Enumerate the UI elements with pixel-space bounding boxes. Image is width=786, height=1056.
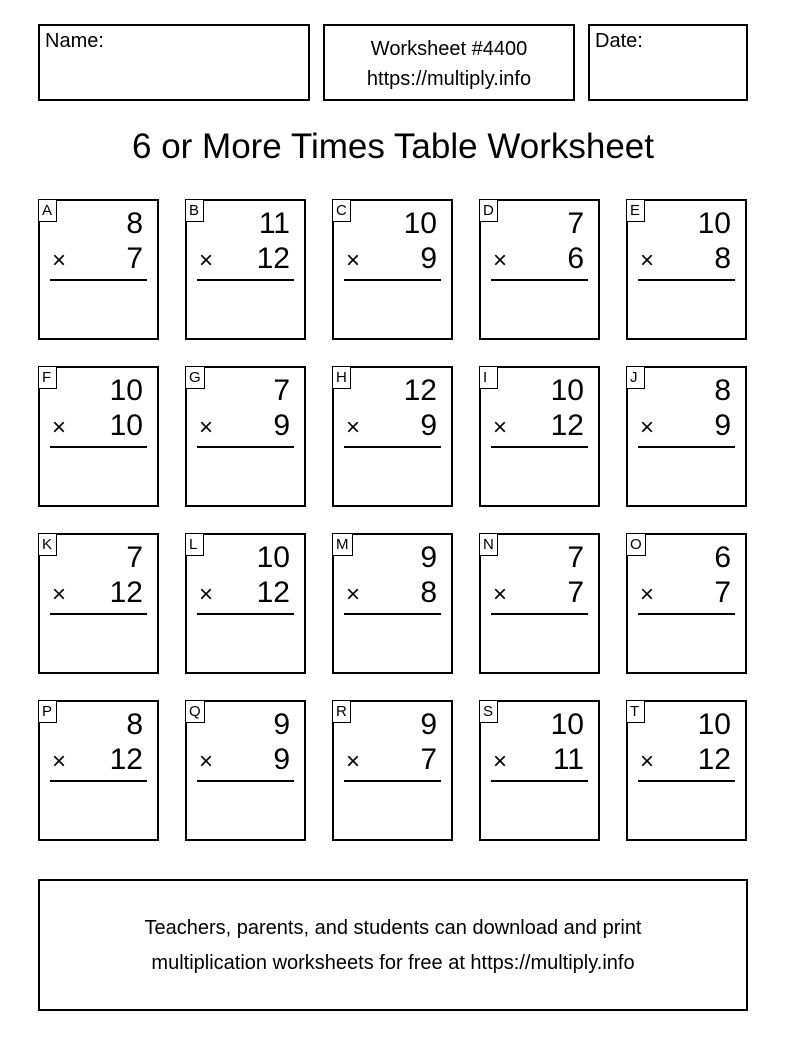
multiplier: 8 — [714, 242, 731, 275]
worksheet-info-box — [323, 24, 575, 101]
answer-line — [197, 613, 294, 615]
footer-line-1: Teachers, parents, and students can download and print — [144, 917, 642, 939]
problem-n[interactable] — [479, 533, 600, 674]
answer-line — [638, 279, 735, 281]
answer-line — [344, 279, 441, 281]
multiplier: 7 — [714, 576, 731, 609]
problem-l[interactable] — [185, 533, 306, 674]
problem-k[interactable] — [38, 533, 159, 674]
times-sign: × — [640, 581, 655, 608]
times-sign: × — [52, 414, 67, 441]
multiplicand: 9 — [420, 708, 437, 741]
problem-letter: P — [38, 700, 57, 723]
answer-line — [197, 446, 294, 448]
multiplicand: 10 — [697, 708, 731, 741]
problem-m[interactable] — [332, 533, 453, 674]
multiplicand: 9 — [273, 708, 290, 741]
multiplier: 12 — [697, 743, 731, 776]
times-sign: × — [346, 748, 361, 775]
problem-j[interactable] — [626, 366, 747, 507]
answer-line — [344, 613, 441, 615]
multiplier: 7 — [126, 242, 143, 275]
footer-line-2: multiplication worksheets for free at https://multiply.info — [151, 952, 635, 974]
multiplicand: 7 — [567, 541, 584, 574]
answer-line — [638, 780, 735, 782]
problem-o[interactable] — [626, 533, 747, 674]
answer-line — [50, 780, 147, 782]
times-sign: × — [346, 247, 361, 274]
multiplicand: 8 — [126, 207, 143, 240]
multiplier: 12 — [550, 409, 584, 442]
problem-letter: S — [479, 700, 498, 723]
answer-line — [491, 279, 588, 281]
problem-letter: T — [626, 700, 645, 723]
answer-line — [50, 446, 147, 448]
answer-line — [491, 446, 588, 448]
answer-line — [197, 279, 294, 281]
multiplier: 12 — [256, 242, 290, 275]
answer-line — [491, 613, 588, 615]
problem-letter: D — [479, 199, 498, 222]
date-field[interactable] — [588, 24, 748, 101]
problem-letter: Q — [185, 700, 205, 723]
problem-c[interactable] — [332, 199, 453, 340]
times-sign: × — [52, 748, 67, 775]
multiplicand: 10 — [403, 207, 437, 240]
times-sign: × — [199, 748, 214, 775]
answer-line — [197, 780, 294, 782]
problem-letter: H — [332, 366, 351, 389]
multiplier: 7 — [420, 743, 437, 776]
problem-g[interactable] — [185, 366, 306, 507]
times-sign: × — [640, 247, 655, 274]
answer-line — [491, 780, 588, 782]
multiplier: 9 — [273, 409, 290, 442]
problem-letter: N — [479, 533, 498, 556]
worksheet-title: 6 or More Times Table Worksheet — [132, 127, 654, 166]
problem-a[interactable] — [38, 199, 159, 340]
times-sign: × — [346, 414, 361, 441]
multiplicand: 9 — [420, 541, 437, 574]
problem-letter: I — [479, 366, 498, 389]
multiplicand: 6 — [714, 541, 731, 574]
times-sign: × — [493, 414, 508, 441]
times-sign: × — [493, 581, 508, 608]
times-sign: × — [493, 247, 508, 274]
multiplicand: 12 — [403, 374, 437, 407]
multiplier: 11 — [552, 743, 584, 776]
worksheet-number: Worksheet #4400 — [370, 38, 528, 60]
times-sign: × — [52, 247, 67, 274]
multiplicand: 8 — [714, 374, 731, 407]
times-sign: × — [346, 581, 361, 608]
problem-d[interactable] — [479, 199, 600, 340]
problem-b[interactable] — [185, 199, 306, 340]
answer-line — [344, 780, 441, 782]
problem-f[interactable] — [38, 366, 159, 507]
problem-letter: L — [185, 533, 204, 556]
problem-t[interactable] — [626, 700, 747, 841]
times-sign: × — [493, 748, 508, 775]
multiplier: 12 — [256, 576, 290, 609]
multiplicand: 10 — [697, 207, 731, 240]
problem-r[interactable] — [332, 700, 453, 841]
footer-box — [38, 879, 748, 1011]
problem-s[interactable] — [479, 700, 600, 841]
times-sign: × — [52, 581, 67, 608]
problem-p[interactable] — [38, 700, 159, 841]
multiplier: 9 — [420, 409, 437, 442]
problem-letter: B — [185, 199, 204, 222]
times-sign: × — [199, 414, 214, 441]
multiplicand: 8 — [126, 708, 143, 741]
answer-line — [344, 446, 441, 448]
problem-letter: E — [626, 199, 645, 222]
name-label: Name: — [45, 30, 104, 52]
answer-line — [50, 279, 147, 281]
multiplicand: 10 — [256, 541, 290, 574]
multiplier: 8 — [420, 576, 437, 609]
multiplier: 9 — [420, 242, 437, 275]
answer-line — [50, 613, 147, 615]
problem-letter: G — [185, 366, 205, 389]
multiplicand: 10 — [550, 374, 584, 407]
times-sign: × — [640, 748, 655, 775]
problem-letter: O — [626, 533, 646, 556]
answer-line — [638, 613, 735, 615]
name-field[interactable] — [38, 24, 310, 101]
multiplicand: 11 — [258, 207, 290, 240]
problem-i[interactable] — [479, 366, 600, 507]
problem-e[interactable] — [626, 199, 747, 340]
times-sign: × — [640, 414, 655, 441]
problem-letter: K — [38, 533, 57, 556]
worksheet-url: https://multiply.info — [366, 68, 532, 90]
multiplier: 12 — [109, 576, 143, 609]
multiplier: 9 — [273, 743, 290, 776]
problem-letter: A — [38, 199, 57, 222]
multiplier: 12 — [109, 743, 143, 776]
multiplicand: 7 — [126, 541, 143, 574]
multiplicand: 7 — [567, 207, 584, 240]
date-label: Date: — [595, 30, 643, 52]
problem-letter: M — [332, 533, 353, 556]
multiplier: 6 — [567, 242, 584, 275]
problem-letter: J — [626, 366, 645, 389]
problem-letter: C — [332, 199, 351, 222]
problem-h[interactable] — [332, 366, 453, 507]
multiplicand: 10 — [550, 708, 584, 741]
multiplier: 7 — [567, 576, 584, 609]
times-sign: × — [199, 247, 214, 274]
problem-letter: R — [332, 700, 351, 723]
multiplier: 10 — [109, 409, 143, 442]
times-sign: × — [199, 581, 214, 608]
multiplicand: 7 — [273, 374, 290, 407]
multiplier: 9 — [714, 409, 731, 442]
problem-q[interactable] — [185, 700, 306, 841]
answer-line — [638, 446, 735, 448]
multiplicand: 10 — [109, 374, 143, 407]
problem-letter: F — [38, 366, 57, 389]
